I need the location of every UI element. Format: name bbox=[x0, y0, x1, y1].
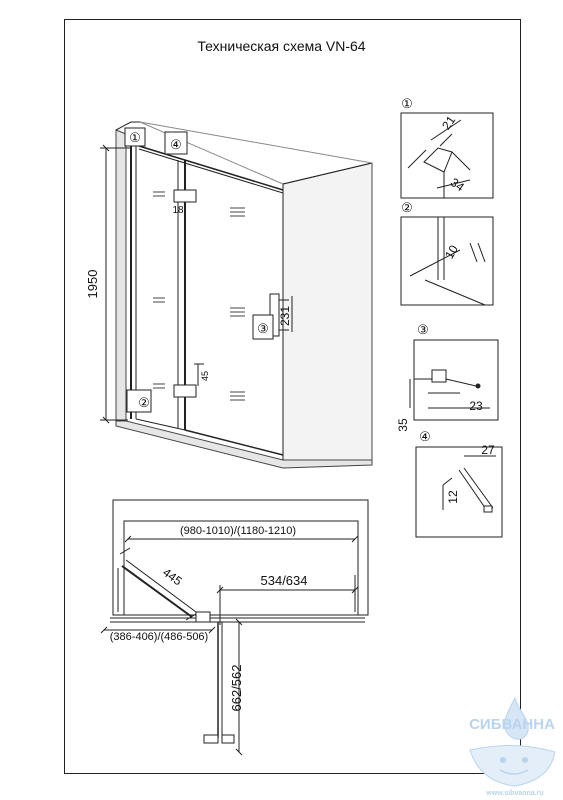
callout-3: ③ bbox=[257, 321, 269, 336]
watermark-url: www.sibvanna.ru bbox=[486, 790, 544, 797]
front-view bbox=[100, 122, 372, 468]
detail-4-marker: ④ bbox=[419, 429, 431, 444]
detail-3-marker: ③ bbox=[417, 322, 429, 337]
detail-2-marker: ② bbox=[401, 200, 413, 215]
detail-2-dim-a: 10 bbox=[442, 242, 461, 262]
detail-4-dim-b: 12 bbox=[446, 490, 460, 504]
drawing-title: Техническая схема VN-64 bbox=[197, 38, 366, 54]
handle-offset-label: 45 bbox=[200, 370, 210, 382]
detail-1-dim-a: 21 bbox=[439, 113, 459, 133]
detail-4-dim-a: 27 bbox=[481, 443, 495, 457]
detail-3-dim-b: 23 bbox=[469, 399, 483, 413]
door-width-label: 534/634 bbox=[260, 573, 308, 588]
door-swing-label: 662/562 bbox=[229, 664, 244, 712]
panel-diag-label: 445 bbox=[160, 565, 185, 589]
hinge-offset-label: 18 bbox=[172, 205, 184, 216]
plan-view bbox=[104, 500, 368, 752]
callout-1: ① bbox=[129, 130, 141, 145]
detail-1-marker: ① bbox=[401, 96, 413, 111]
height-label: 1950 bbox=[85, 269, 100, 299]
watermark-logo bbox=[470, 698, 555, 786]
watermark-brand: СИБВАННА bbox=[469, 716, 555, 733]
detail-1-dim-b: 34 bbox=[447, 175, 467, 195]
callout-2: ② bbox=[138, 395, 150, 410]
detail-3-dim-a: 35 bbox=[396, 418, 410, 432]
detail-3 bbox=[410, 340, 498, 420]
total-width-label: (980-1010)/(1180-1210) bbox=[180, 525, 296, 537]
handle-length-label: 231 bbox=[278, 305, 292, 327]
fixed-width-label: (386-406)/(486-506) bbox=[109, 631, 209, 643]
callout-4: ④ bbox=[170, 137, 182, 152]
detail-2 bbox=[401, 217, 493, 305]
